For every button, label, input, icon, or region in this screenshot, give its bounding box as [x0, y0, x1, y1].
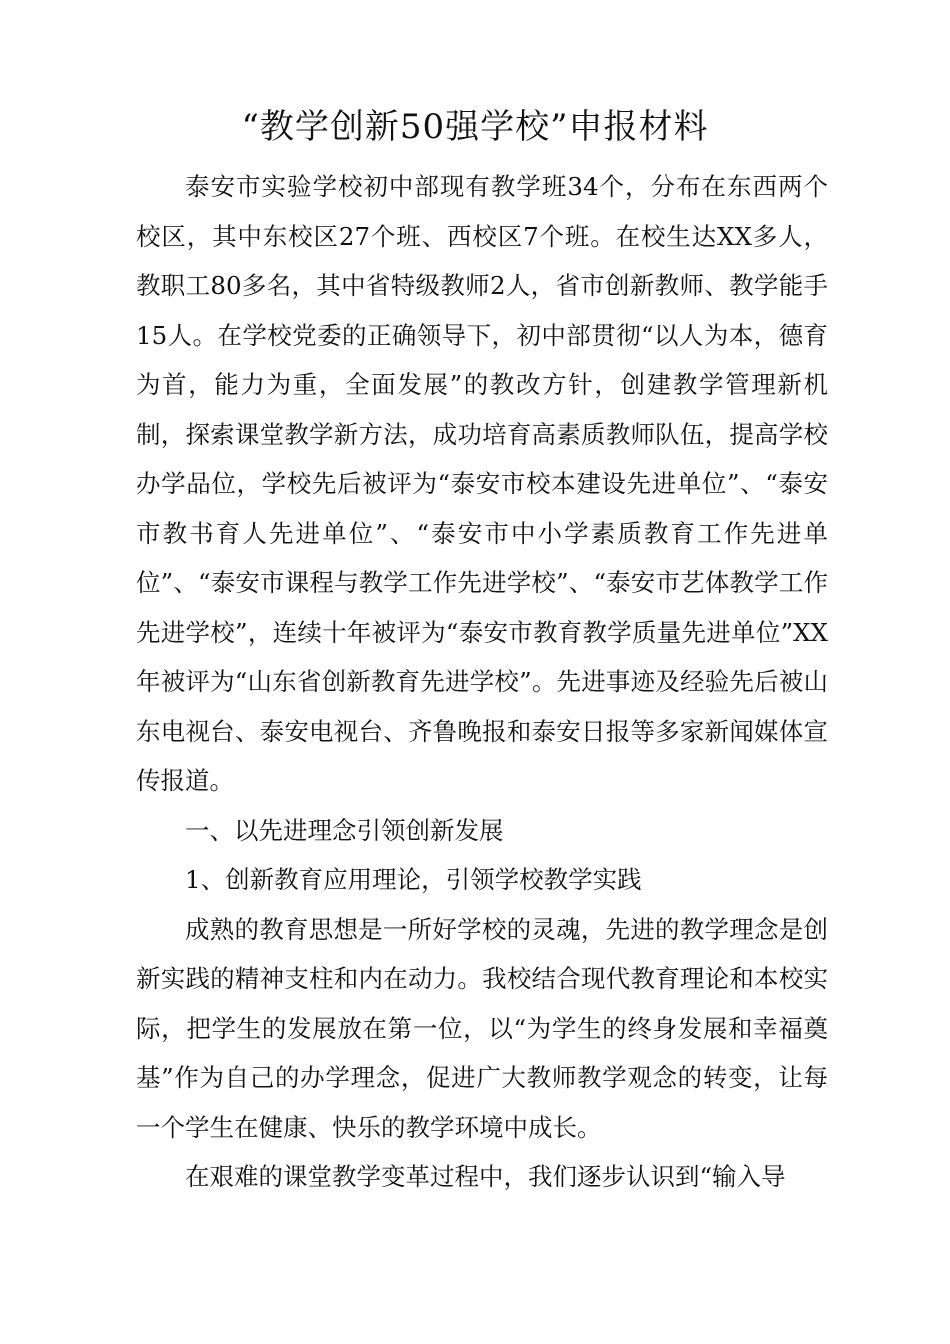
section-heading: 一、以先进理念引领创新发展 [185, 815, 504, 845]
subsection-heading: 1、创新教育应用理论，引领学校教学实践 [185, 865, 642, 894]
paragraph-classroom-reform: 在艰难的课堂教学变革过程中，我们逐步认识到“输入导 [185, 1162, 786, 1191]
paragraph-school-overview: 泰安市实验学校初中部现有教学班34个，分布在东西两个校区，其中东校区27个班、西校区7个班。在校生达XX多人，教职工80多名，其中省特级教师2人，省市创新教师、教学能手15人。在学校党委的正确领导下，初中部贯彻“以人为本，德育为首，能力为重，全面发展”的教改方针，创建教学管理新机制，探索课堂教学新方法，成功培育高素质教师队伍，提高学校办学品位，学校先后被评为“泰安市校本建设先进单位”、“泰安市教书育人先进单位”、“泰安市中小学素质教育工作先进单位”、“泰安市课程与教学工作先进学校”、“泰安市艺体教学工作先进学校”，连续十年被评为“泰安市教育教学质量先进单位”XX年被评为“山东省创新教育先进学校”。先进事迹及经验先后被山东电视台、泰安电视台、齐鲁晚报和泰安日报等多家新闻媒体宣传报道。 [136, 172, 828, 795]
document-title: “教学创新50强学校”申报材料 [241, 107, 709, 147]
document-body [136, 162, 828, 1202]
paragraph-education-philosophy: 成熟的教育思想是一所好学校的灵魂，先进的教学理念是创新实践的精神支柱和内在动力。我校结合现代教育理论和本校实际，把学生的发展放在第一位，以“为学生的终身发展和幸福奠基”作为自己的办学理念，促进广大教师教学观念的转变，让每一个学生在健康、快乐的教学环境中成长。 [136, 914, 828, 1142]
